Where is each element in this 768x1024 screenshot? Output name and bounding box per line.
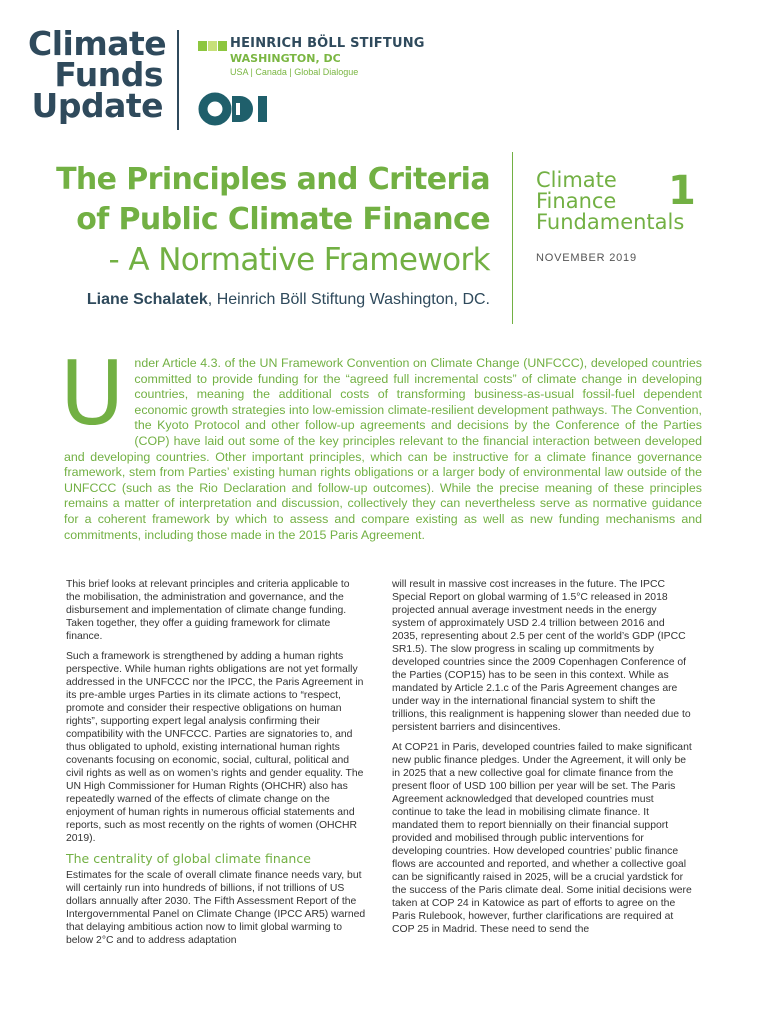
document-title — [40, 160, 490, 280]
body-paragraph: Estimates for the scale of overall climate finance needs vary, but will certainly run into hundreds of billions, if not trillions of US dollars annually after 2030. The Fifth Assessment Report of the Intergovernmental Panel on Climate Change (IPCC AR5) warned that delaying ambitious action now to limit global warming to below 2°C and to address adaptation — [66, 870, 366, 946]
series-label — [536, 170, 684, 233]
brand-line-2: Funds — [54, 55, 163, 94]
hbs-squares-icon — [198, 38, 228, 48]
author-line — [40, 291, 490, 309]
hbs-regions: USA | Canada | Global Dialogue — [230, 67, 359, 77]
brand-line-1: Climate — [28, 24, 167, 63]
intro-paragraph — [60, 342, 702, 543]
series-line-1: Climate — [536, 168, 617, 192]
hbs-name: HEINRICH BÖLL STIFTUNG — [230, 36, 425, 51]
author-affiliation: , Heinrich Böll Stiftung Washington, DC. — [207, 291, 490, 308]
series-line-2: Finance — [536, 189, 617, 213]
header-divider — [177, 30, 179, 130]
body-column-left — [66, 578, 366, 954]
body-paragraph: Such a framework is strengthened by adding a human rights perspective. While human rights obligations are not yet formally addressed in the UNFCCC nor the IPCC, the Paris Agreement in its pre-amble urges Parties in its climate actions to “respect, promote and consider their respective obligations on human rights”, supporting expert legal analysis confirming their compatibility with the UNFCCC. Parties are signatories to, and thus obligated to uphold, existing international human rights covenants focusing on economic, social, cultural, political and civil rights as well as on women’s rights and gender equality. The UN High Commissioner for Human Rights (OHCHR) also has repeatedly warned of the effects of climate change on the enjoyment of human rights in numerous official statements and reports, such as most recently on the rights of women (OHCHR 2019). — [66, 651, 364, 844]
title-line-3: - A Normative Framework — [108, 242, 490, 278]
body-paragraph: will result in massive cost increases in the future. The IPCC Special Report on global warming of 1.5°C released in 2018 projected annual average investment needs in the energy system of approximately USD 2.4 trillion between 2016 and 2035, representing about 2.5 per cent of the world’s GDP (IPCC SR1.5). The slow progress in scaling up commitments by developed countries since the 2009 Copenhagen Conference of the Parties (COP15) has to be seen in this context. While as mandated by Article 2.1.c of the Paris Agreement changes are under way in the international financial system to shift the trillions, this realignment is happening slower than needed due to persistent barriers and disincentives. — [392, 579, 691, 733]
title-divider — [512, 152, 513, 324]
body-paragraph: This brief looks at relevant principles and criteria applicable to the mobilisation, the administration and governance, and the disbursement and implementation of climate change funding. Taken together, they offer a guiding framework for climate finance. — [66, 579, 350, 642]
section-heading: The centrality of global climate finance — [66, 851, 311, 866]
publication-date: NOVEMBER 2019 — [536, 252, 637, 264]
body-paragraph: At COP21 in Paris, developed countries failed to make significant new public finance pledges. Under the Agreement, it will only be in 2025 that a new collective goal for climate finance from the present floor of USD 100 billion per year will be set. The Paris Agreement acknowledged that developed countries must continue to take the lead in mobilising climate finance. It mandated them to report biennially on their financial support provided and mobilised through public interventions for developing countries. How developed countries’ public finance flows are accounted and reported, and whether a collective goal can be significantly raised in 2025, will be a crucial yardstick for the success of the Paris climate deal. Some initial decisions were taken at COP 24 in Katowice as part of efforts to agree on the Paris Rulebook, however, further clarifications are required at COP 25 in Madrid. These need to send the — [392, 742, 692, 935]
drop-cap: U — [60, 342, 125, 445]
odi-logo — [198, 92, 278, 126]
climate-funds-update-logo — [28, 24, 167, 125]
hbs-city: WASHINGTON, DC — [230, 52, 341, 65]
intro-text: nder Article 4.3. of the UN Framework Convention on Climate Change (UNFCCC), developed countries committed to provide funding for the “agreed full incremental costs” of climate change in developing countries, meaning the additional costs of transforming business-as-usual fossil-fuel dependent economic growth strategies into low-emission climate-resilient development pathways. The Convention, the Kyoto Protocol and other follow-up agreements and decisions by the Conference of the Parties (COP) have laid out some of the key principles relevant to the financial interaction between developed and developing countries. Other important principles, which can be instructive for a climate finance governance framework, stem from Parties’ existing human rights obligations or a larger body of environmental law outside of the UNFCCC (such as the Rio Declaration and follow-up outcomes). While the precise meaning of these principles remains a matter of interpretation and discussion, collectively they can nevertheless serve as normative guidance for a coherent framework by which to assess and compare existing as well as new funding mechanisms and commitments, including those made in the 2015 Paris Agreement. — [64, 356, 702, 542]
title-line-2: of Public Climate Finance — [76, 202, 490, 237]
title-line-1: The Principles and Criteria — [56, 162, 490, 197]
author-name: Liane Schalatek — [86, 291, 208, 308]
brand-line-3: Update — [31, 86, 163, 125]
body-column-right — [392, 578, 692, 943]
series-number: 1 — [668, 168, 696, 214]
series-line-3: Fundamentals — [536, 210, 685, 234]
